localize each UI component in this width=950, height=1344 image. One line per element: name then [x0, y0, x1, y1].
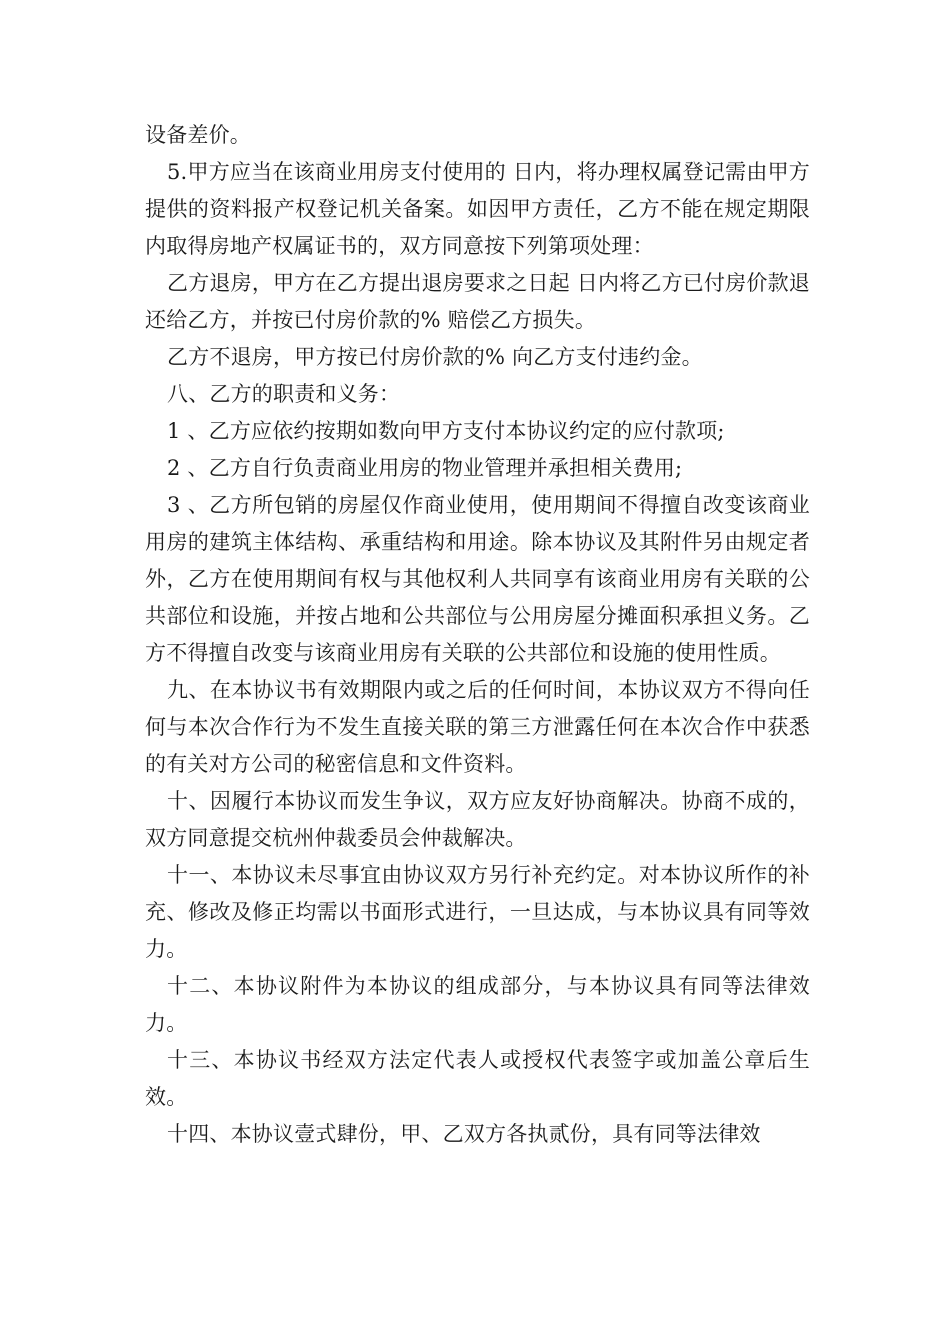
section-10: 十、因履行本协议而发生争议，双方应友好协商解决。协商不成的，双方同意提交杭州仲裁委员会仲裁解决。 — [145, 789, 810, 850]
paragraph-option-no-refund: 乙方不退房，甲方按已付房价款的% 向乙方支付违约金。 — [167, 345, 703, 369]
section-14: 十四、本协议壹式肆份，甲、乙双方各执贰份，具有同等法律效 — [167, 1122, 761, 1146]
section-12: 十二、本协议附件为本协议的组成部分，与本协议具有同等法律效力。 — [145, 974, 810, 1035]
section-9: 九、在本协议书有效期限内或之后的任何时间，本协议双方不得向任何与本次合作行为不发生直接关联的第三方泄露任何在本次合作中获悉的有关对方公司的秘密信息和文件资料。 — [145, 678, 810, 776]
section-heading-8: 八、乙方的职责和义务： — [167, 382, 401, 406]
document-body — [145, 117, 810, 1153]
section-11: 十一、本协议未尽事宜由协议双方另行补充约定。对本协议所作的补充、修改及修正均需以书面形式进行，一旦达成，与本协议具有同等效力。 — [145, 863, 810, 961]
section-13: 十三、本协议书经双方法定代表人或授权代表签字或加盖公章后生效。 — [145, 1048, 810, 1109]
paragraph-item-1: 1 、乙方应依约按期如数向甲方支付本协议约定的应付款项; — [167, 419, 725, 443]
paragraph-option-refund: 乙方退房，甲方在乙方提出退房要求之日起 日内将乙方已付房价款退还给乙方，并按已付房价款的% 赔偿乙方损失。 — [145, 271, 810, 332]
paragraph-clause-5: 5.甲方应当在该商业用房支付使用的 日内，将办理权属登记需由甲方提供的资料报产权登记机关备案。如因甲方责任，乙方不能在规定期限内取得房地产权属证书的，双方同意按下列第项处理： — [145, 160, 810, 258]
paragraph-item-2: 2 、乙方自行负责商业用房的物业管理并承担相关费用; — [167, 456, 683, 480]
paragraph-continuation: 设备差价。 — [145, 123, 251, 147]
paragraph-item-3: 3 、乙方所包销的房屋仅作商业使用，使用期间不得擅自改变该商业用房的建筑主体结构、承重结构和用途。除本协议及其附件另由规定者外，乙方在使用期间有权与其他权利人共同享有该商业用房有关联的公共部位和设施，并按占地和公共部位与公用房屋分摊面积承担义务。乙方不得擅自改变与该商业用房有关联的公共部位和设施的使用性质。 — [145, 493, 810, 665]
